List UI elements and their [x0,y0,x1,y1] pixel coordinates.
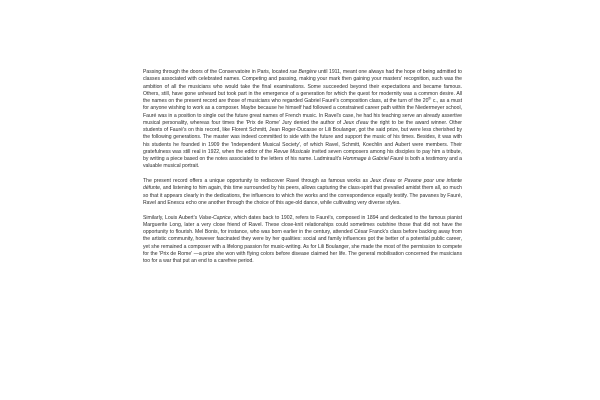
text-run: until 1911, meant one always had the hope of being admitted to classes associated with celebrated names. Competing and passing, making your mark then gaining your masters' recognition, such was the ambition of all the musicians who would take the final examinations. Some succeeded beyond their expectations and became famous. Others, still, have gone unheard but took part in the emergence of a generation for which the quest for modernity was a common desire. All the names on the present record are those of musicians who regarded Gabriel Fauré's composition class, at the turn of the 20 [143,69,462,104]
text-run: Similarly, Louis Aubert's [143,214,199,221]
text-run: , which dates back to 1902, refers to Fauré's, composed in 1894 and dedicated to the famous pianist Marguerite Long, later a very close friend of Ravel. These close-knit relationships could sometimes outshine those that did not have the opportunity to flourish. Mel Bonis, for instance, who was born earlier in the century, attended César Franck's class before backing away from the artistic community, however fascinated they were by her qualities: social and family influences got the better of a potential public career, yet she remained a composer with a lifelong passion for music-writing. As for Lili Boulanger, she made the most of the permission to compete for the 'Prix de Rome' —a prize she won with flying colors before disease claimed her life. The general mobilisation concerned the musicians too for a war that put an end to a carefree period. [143,214,462,264]
text-run: The present record offers a unique opportunity to rediscover Ravel through as famous works as [143,178,371,184]
text-run: invited seven composers among his disciples to pay him a tribute, by writing a piece based on the notes associated to the letters of his name. Ladmirault's [143,148,462,162]
italic-title: Jeux d'eau [343,119,369,126]
text-run: the right to be the award winner. Other students of Fauré's on this record, like Florent Schmitt, Jean Roger-Ducasse or Lili Boulanger, got the said prize, but were less cherished by the following generations. The master was indeed committed to side with the future and support the music of his times. Besides, it was with his students he founded in 1909 the 'Independent Musical Society', of which Ravel, Schmitt, Koechlin and Aubert were members. Their gratefulness was still real in 1922, when the editor of the [143,119,462,155]
superscript: th [428,96,432,101]
text-run: , and listening to him again, this time surrounded by his peers, allows capturing the class-spirit that prevailed amidst them all, so much so that it appears clearly in the dedications, the influences to which the works and the correspondence equally testify. The pavanes by Fauré, Ravel and Enescu echo one another through the choice of this age-old dance, while cultivating very diverse styles. [143,185,462,206]
italic-title: rue Bergère [289,69,317,75]
italic-title: Valse-Caprice [198,214,231,221]
italic-title: Revue Musicale [273,148,311,155]
paragraph-1 [143,69,462,171]
italic-title: Hommage à Gabriel Fauré [342,156,404,162]
text-run: Passing through the doors of the Conservatoire in Paris, located [143,69,290,75]
body-text [143,69,462,265]
italic-title: Jeux d'eau [370,178,396,184]
paragraph-3 [143,215,462,266]
text-run: is both a testimony and a valuable musical portrait. [143,156,463,170]
italic-title: Pavane pour une infante défunte [143,178,462,192]
paragraph-2 [143,178,462,207]
text-run: c., as a must for anyone wishing to work as a composer. Maybe because he himself had followed a constrained career path within the Niedermeyer school, Fauré was in a position to single out the future great names of French music. In Ravel's case, he had his teaching serve an already assertive musical personality, whereas four times the 'Prix de Rome' Jury denied the author of [143,98,463,126]
text-run: or [395,178,405,184]
